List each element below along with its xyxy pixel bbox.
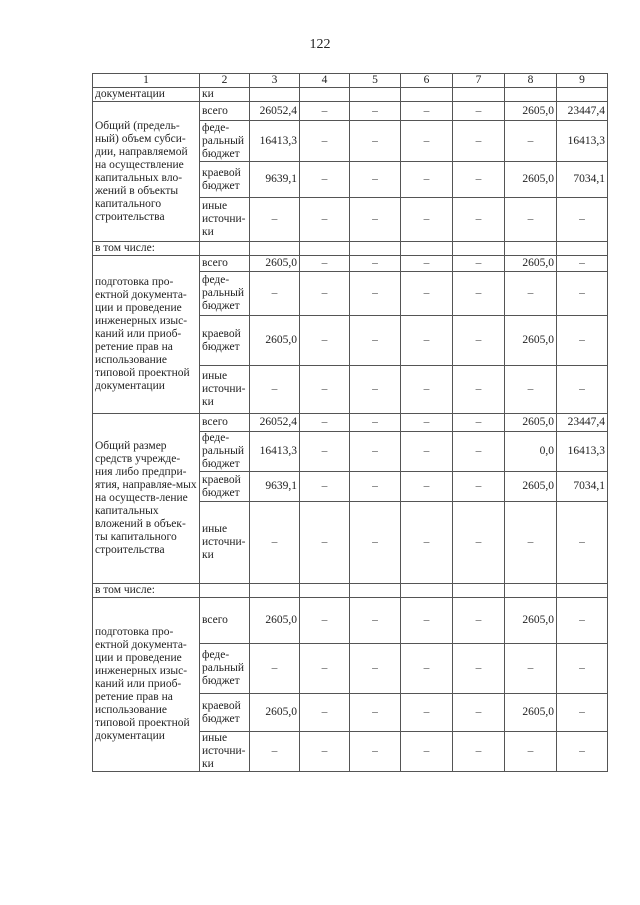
value-cell: – (250, 198, 300, 242)
table-row (93, 102, 608, 121)
value-cell: – (300, 598, 350, 644)
value-cell: – (557, 272, 608, 316)
value-cell: – (401, 162, 453, 198)
value-cell: – (401, 414, 453, 432)
value-cell: – (401, 432, 453, 472)
empty-cell (401, 584, 453, 598)
value-cell: – (250, 502, 300, 584)
value-cell: – (350, 732, 401, 772)
column-header: 1 (93, 74, 200, 88)
table-row (93, 256, 608, 272)
empty-cell (250, 88, 300, 102)
empty-cell (453, 242, 505, 256)
value-cell: – (557, 256, 608, 272)
column-header: 3 (250, 74, 300, 88)
header-row (93, 74, 608, 88)
value-cell: – (350, 502, 401, 584)
value-cell: – (505, 366, 557, 414)
value-cell: – (350, 694, 401, 732)
value-cell: – (453, 694, 505, 732)
value-cell: 2605,0 (505, 598, 557, 644)
column-header: 6 (401, 74, 453, 88)
value-cell: – (453, 732, 505, 772)
value-cell: – (350, 366, 401, 414)
column-header: 7 (453, 74, 505, 88)
funding-source: феде-ральный бюджет (200, 121, 250, 162)
value-cell: – (453, 102, 505, 121)
value-cell: – (557, 694, 608, 732)
value-cell: – (505, 272, 557, 316)
value-cell: 16413,3 (557, 121, 608, 162)
value-cell: 2605,0 (250, 316, 300, 366)
funding-source: иные источни-ки (200, 732, 250, 772)
value-cell: – (453, 432, 505, 472)
value-cell: – (401, 694, 453, 732)
value-cell: 2605,0 (250, 598, 300, 644)
value-cell: – (401, 502, 453, 584)
budget-table (92, 73, 608, 772)
value-cell: – (300, 272, 350, 316)
empty-cell (505, 584, 557, 598)
value-cell: – (453, 644, 505, 694)
value-cell: 26052,4 (250, 414, 300, 432)
value-cell: 2605,0 (505, 102, 557, 121)
value-cell: – (350, 256, 401, 272)
value-cell: 2605,0 (250, 694, 300, 732)
value-cell: – (350, 272, 401, 316)
value-cell: – (300, 316, 350, 366)
value-cell: – (401, 598, 453, 644)
value-cell: – (453, 472, 505, 502)
funding-source: краевой бюджет (200, 316, 250, 366)
empty-cell (350, 88, 401, 102)
value-cell: – (557, 502, 608, 584)
value-cell: 16413,3 (250, 121, 300, 162)
empty-cell (300, 242, 350, 256)
column-header: 2 (200, 74, 250, 88)
empty-cell (401, 88, 453, 102)
value-cell: – (350, 414, 401, 432)
value-cell: – (300, 502, 350, 584)
empty-cell (557, 584, 608, 598)
funding-source: иные источни-ки (200, 502, 250, 584)
value-cell: 16413,3 (557, 432, 608, 472)
value-cell: – (250, 366, 300, 414)
value-cell: – (250, 272, 300, 316)
funding-source: феде-ральный бюджет (200, 272, 250, 316)
subheading-label: в том числе: (93, 242, 200, 256)
funding-source: феде-ральный бюджет (200, 644, 250, 694)
subheading-label: в том числе: (93, 584, 200, 598)
empty-cell (453, 88, 505, 102)
value-cell: – (401, 732, 453, 772)
value-cell: – (453, 162, 505, 198)
funding-source: всего (200, 598, 250, 644)
value-cell: – (300, 472, 350, 502)
value-cell: – (401, 272, 453, 316)
value-cell: 9639,1 (250, 472, 300, 502)
row-group-description: подготовка про-ектной документа-ции и проведение инженерных изыс-каний или приоб-ретение прав на использование типовой проектной документации (93, 256, 200, 414)
value-cell: – (300, 644, 350, 694)
value-cell: – (250, 644, 300, 694)
row-group-description: Общий размер средств учрежде-ния либо предпри-ятия, направляе-мых на осуществ-ление капитальных вложений в объек-ты капитального строительства (93, 414, 200, 584)
value-cell: – (401, 366, 453, 414)
column-header: 8 (505, 74, 557, 88)
value-cell: – (401, 102, 453, 121)
value-cell: – (350, 316, 401, 366)
value-cell: – (401, 472, 453, 502)
row-group-description: подготовка про-ектной документа-ции и проведение инженерных изыс-каний или приоб-ретение прав на использование типовой проектной документации (93, 598, 200, 772)
value-cell: – (557, 366, 608, 414)
empty-cell (350, 584, 401, 598)
empty-cell (350, 242, 401, 256)
value-cell: – (453, 121, 505, 162)
column-header: 5 (350, 74, 401, 88)
value-cell: 23447,4 (557, 414, 608, 432)
funding-source: всего (200, 256, 250, 272)
funding-source: иные источни-ки (200, 198, 250, 242)
empty-cell (505, 88, 557, 102)
value-cell: 0,0 (505, 432, 557, 472)
continuation-source: ки (200, 88, 250, 102)
value-cell: – (300, 366, 350, 414)
value-cell: 23447,4 (557, 102, 608, 121)
value-cell: 7034,1 (557, 162, 608, 198)
value-cell: – (300, 121, 350, 162)
value-cell: – (453, 272, 505, 316)
funding-source: краевой бюджет (200, 694, 250, 732)
value-cell: 7034,1 (557, 472, 608, 502)
row-group-description: Общий (предель-ный) объем субси-дии, направляемой на осуществление капитальных вло-жений в объекты капитального строительства (93, 102, 200, 242)
empty-cell (250, 584, 300, 598)
value-cell: 2605,0 (505, 694, 557, 732)
value-cell: 2605,0 (250, 256, 300, 272)
value-cell: – (300, 694, 350, 732)
subheading-row (93, 584, 608, 598)
value-cell: – (453, 414, 505, 432)
value-cell: – (557, 598, 608, 644)
value-cell: – (557, 316, 608, 366)
value-cell: – (453, 598, 505, 644)
funding-source: краевой бюджет (200, 162, 250, 198)
funding-source: всего (200, 414, 250, 432)
value-cell: – (350, 102, 401, 121)
value-cell: 2605,0 (505, 472, 557, 502)
empty-cell (453, 584, 505, 598)
value-cell: – (350, 644, 401, 694)
empty-cell (300, 584, 350, 598)
value-cell: – (401, 198, 453, 242)
value-cell: – (401, 256, 453, 272)
empty-cell (250, 242, 300, 256)
value-cell: – (300, 162, 350, 198)
empty-cell (200, 242, 250, 256)
table-body (93, 74, 608, 772)
value-cell: 2605,0 (505, 414, 557, 432)
value-cell: – (557, 198, 608, 242)
value-cell: 9639,1 (250, 162, 300, 198)
value-cell: – (505, 644, 557, 694)
continuation-row (93, 88, 608, 102)
value-cell: – (300, 198, 350, 242)
value-cell: – (300, 414, 350, 432)
value-cell: 26052,4 (250, 102, 300, 121)
value-cell: – (350, 598, 401, 644)
continuation-description: документации (93, 88, 200, 102)
empty-cell (557, 88, 608, 102)
value-cell: – (300, 432, 350, 472)
value-cell: – (557, 732, 608, 772)
value-cell: – (453, 366, 505, 414)
value-cell: – (505, 502, 557, 584)
value-cell: – (350, 162, 401, 198)
page-number: 122 (309, 37, 331, 52)
value-cell: – (300, 102, 350, 121)
table-row (93, 598, 608, 644)
empty-cell (505, 242, 557, 256)
empty-cell (300, 88, 350, 102)
value-cell: – (453, 502, 505, 584)
subheading-row (93, 242, 608, 256)
value-cell: – (350, 198, 401, 242)
value-cell: – (300, 256, 350, 272)
value-cell: – (350, 432, 401, 472)
value-cell: – (401, 644, 453, 694)
value-cell: – (350, 472, 401, 502)
value-cell: – (505, 121, 557, 162)
value-cell: 2605,0 (505, 256, 557, 272)
value-cell: – (505, 732, 557, 772)
value-cell: – (453, 256, 505, 272)
column-header: 9 (557, 74, 608, 88)
column-header: 4 (300, 74, 350, 88)
empty-cell (557, 242, 608, 256)
value-cell: – (401, 316, 453, 366)
empty-cell (401, 242, 453, 256)
value-cell: 2605,0 (505, 162, 557, 198)
value-cell: – (505, 198, 557, 242)
value-cell: – (557, 644, 608, 694)
value-cell: – (250, 732, 300, 772)
value-cell: – (300, 732, 350, 772)
value-cell: 16413,3 (250, 432, 300, 472)
value-cell: – (453, 198, 505, 242)
funding-source: феде-ральный бюджет (200, 432, 250, 472)
value-cell: 2605,0 (505, 316, 557, 366)
value-cell: – (401, 121, 453, 162)
funding-source: всего (200, 102, 250, 121)
value-cell: – (350, 121, 401, 162)
value-cell: – (453, 316, 505, 366)
funding-source: краевой бюджет (200, 472, 250, 502)
empty-cell (200, 584, 250, 598)
funding-source: иные источни-ки (200, 366, 250, 414)
table-row (93, 414, 608, 432)
